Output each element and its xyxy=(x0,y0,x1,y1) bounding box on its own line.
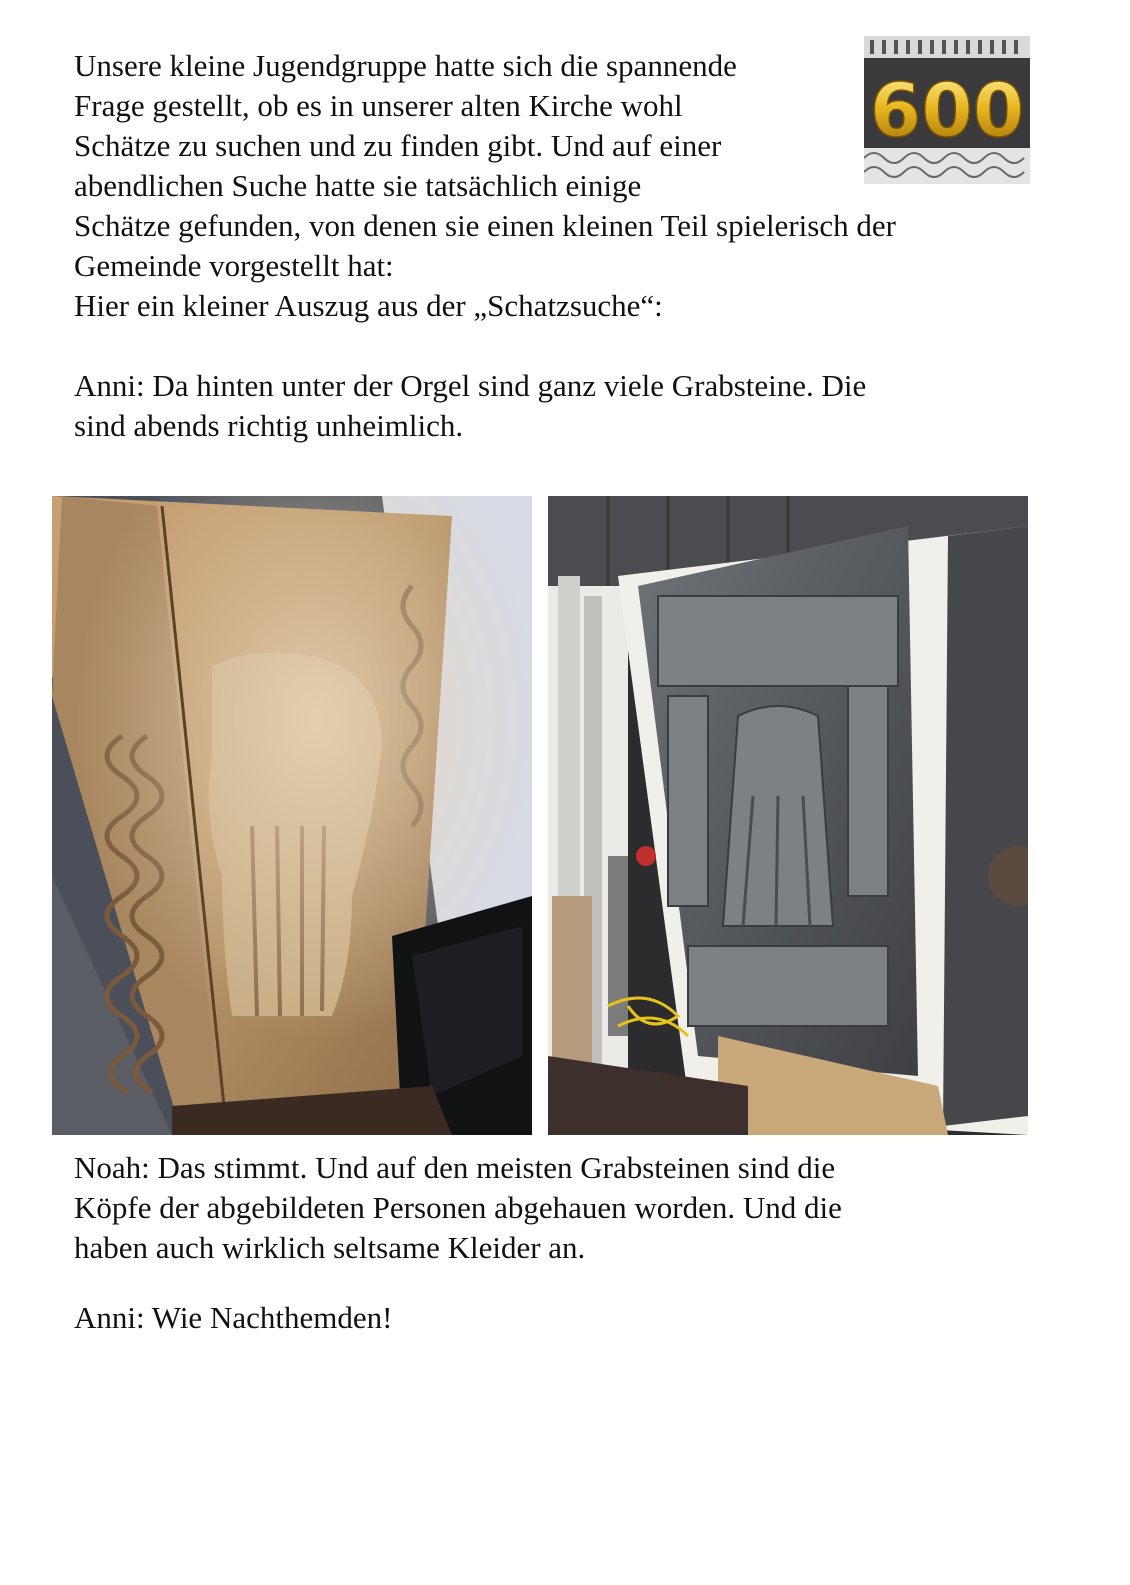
gravestone-photo-sandstone xyxy=(52,496,532,1135)
badge-number: 600 xyxy=(869,68,1025,154)
intro-paragraph xyxy=(74,46,896,326)
dialog-anni-1 xyxy=(74,366,866,446)
dialog-line: haben auch wirklich seltsame Kleider an. xyxy=(74,1230,586,1265)
dialog-noah xyxy=(74,1148,842,1268)
dialog-line: Anni: Wie Nachthemden! xyxy=(74,1300,393,1335)
sandstone-gravestone-picture xyxy=(52,496,532,1135)
dialog-line: sind abends richtig unheimlich. xyxy=(74,408,464,443)
anniversary-600-image xyxy=(864,36,1030,184)
intro-line: abendlichen Suche hatte sie tatsächlich einige xyxy=(74,168,642,203)
intro-line: Hier ein kleiner Auszug aus der „Schatzsuche“: xyxy=(74,288,663,323)
intro-line: Schätze gefunden, von denen sie einen kleinen Teil spielerisch der xyxy=(74,208,896,243)
dialog-line: Köpfe der abgebildeten Personen abgehauen worden. Und die xyxy=(74,1190,842,1225)
dialog-line: Noah: Das stimmt. Und auf den meisten Grabsteinen sind die xyxy=(74,1150,836,1185)
slate-gravestone-picture xyxy=(548,496,1028,1135)
dialog-anni-2 xyxy=(74,1298,392,1338)
gravestone-photo-slate xyxy=(548,496,1028,1135)
intro-line: Schätze zu suchen und zu finden gibt. Und auf einer xyxy=(74,128,722,163)
intro-line: Frage gestellt, ob es in unserer alten Kirche wohl xyxy=(74,88,683,123)
intro-line: Unsere kleine Jugendgruppe hatte sich die spannende xyxy=(74,48,737,83)
balloon-numbers-picture xyxy=(864,36,1030,184)
dialog-line: Anni: Da hinten unter der Orgel sind ganz viele Grabsteine. Die xyxy=(74,368,867,403)
intro-line: Gemeinde vorgestellt hat: xyxy=(74,248,394,283)
